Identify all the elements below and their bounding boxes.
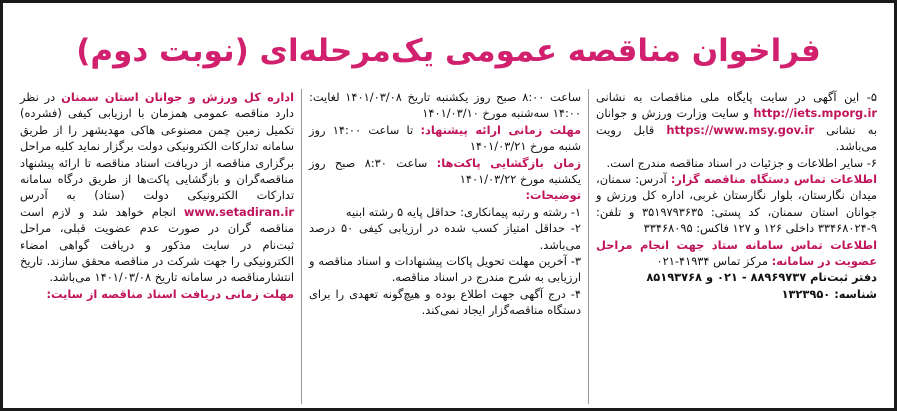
col1-text-1: در نظر دارد مناقصه عمومی همزمان با ارزیابی کیفی (فشرده) تکمیل زمین چمن مصنوعی هاکی مهدیشهر را از طریق سامانه تدارکات الکترونیکی دولت برگزار نماید کلیه مراحل برگزاری مناقصه از دریافت اسناد مناقصه تا ارائه پیشنهاد مناقصه‌گران و بازگشایی پاکت‌ها از طریق درگاه سامانه تدارکات الکترونیکی دولت (ستاد) به آدرس: [20, 90, 295, 203]
item-5-text-c: قابل رویت می‌باشد.: [596, 122, 878, 154]
opening-text: ساعت ۸:۳۰ صبح روز یکشنبه مورخ ۱۴۰۱/۰۳/۲۲: [309, 155, 582, 187]
offer-label: مهلت زمانی ارائه پیشنهاد:: [420, 122, 582, 137]
contact-text: آدرس: سمنان، میدان نگارستان، بلوار نگارستان غربی، اداره کل ورزش و جوانان استان سمنان، کد پستی: ۳۵۱۹۷۹۳۶۳۵ و تلفن: ۹-۳۳۴۶۸۰۲۴ داخلی ۱۲۶ و ۱۲۷ فاکس: ۳۳۴۶۸۰۹۵: [596, 172, 878, 236]
notice-id: شناسه: ۱۳۲۳۹۵۰: [781, 286, 878, 301]
item-5: [596, 89, 877, 155]
office-phones: دفتر ثبت‌نام ۸۸۹۶۹۷۳۷ - ۰۲۱ و ۸۵۱۹۳۷۶۸: [646, 270, 878, 285]
col1-paragraph: [20, 89, 294, 286]
contact-info: [596, 171, 877, 237]
note-item: ۱- رشته و رتبه پیمانکاری: حداقل پایه ۵ رشته ابنیه: [345, 204, 582, 219]
note-item: ۲- حداقل امتیاز کسب شده در ارزیابی کیفی ۵۰ درصد می‌باشد.: [309, 221, 582, 252]
column-middle: [301, 89, 589, 404]
setad-text: مرکز تماس ۴۱۹۳۴-۰۲۱: [656, 254, 769, 269]
item-5-text-a: ۵- این آگهی در سایت پایگاه ملی مناقصات به نشانی: [596, 90, 878, 104]
note-item: ۳- آخرین مهلت تحویل پاکات پیشنهادات و اسناد مناقصه و ارزیابی به شرح مندرج در اسناد مناقصه.: [309, 254, 582, 285]
contact-label: اطلاعات تماس دستگاه مناقصه گزار:: [670, 172, 878, 187]
col2-dates: ساعت ۸:۰۰ صبح روز یکشنبه تاریخ ۱۴۰۱/۰۳/۰۸ لغایت: ۱۴:۰۰ سه‌شنبه مورخ ۱۴۰۱/۰۳/۱۰: [309, 90, 582, 121]
column-right: [13, 89, 301, 404]
col1-text-2: انجام خواهد شد و لازم است مناقصه گران در صورت عدم عضویت قبلی، مراحل ثبت‌نام در سایت مذکور و دریافت گواهی امضاء الکترونیکی را جهت شرکت در مناقصه محقق سازند. تاریخ انتشارمناقصه در سامانه تاریخ ۱۴۰۱/۰۳/۰۸ می‌باشد.: [20, 204, 295, 285]
offer-deadline: [309, 122, 581, 155]
opening-label: زمان بازگشایی پاکت‌ها:: [436, 155, 582, 170]
notes-label: توضیحات:: [525, 188, 582, 203]
note-item: ۴- درج آگهی جهت اطلاع بوده و هیچ‌گونه تعهدی را برای دستگاه مناقصه‌گزار ایجاد نمی‌کند.: [309, 286, 582, 318]
iets-link[interactable]: http://iets.mporg.ir: [753, 106, 878, 121]
notice-title: فراخوان مناقصه عمومی یک‌مرحله‌ای (نوبت دوم): [76, 33, 821, 69]
column-left: [589, 89, 884, 404]
deadline-label: مهلت زمانی دریافت اسناد مناقصه از سایت:: [46, 286, 295, 301]
organization-name: اداره کل ورزش و جوانان استان سمنان: [61, 90, 295, 104]
item-6: ۶- سایر اطلاعات و جزئیات در اسناد مناقصه مندرج است.: [606, 155, 878, 170]
setad-contact: [596, 237, 877, 270]
setad-label: اطلاعات تماس سامانه ستاد جهت انجام مراحل عضویت در سامانه:: [596, 237, 878, 269]
item-5-text-b: و سایت وزارت ورزش و جوانان به نشانی: [596, 106, 878, 137]
offer-text: تا ساعت ۱۴:۰۰ روز شنبه مورخ ۱۴۰۱/۰۳/۲۱: [309, 122, 582, 154]
opening-time: [309, 155, 581, 188]
setad-link[interactable]: www.setadiran.ir: [183, 204, 295, 219]
notice-columns: [13, 89, 884, 404]
msy-link[interactable]: https://www.msy.gov.ir: [666, 122, 815, 137]
